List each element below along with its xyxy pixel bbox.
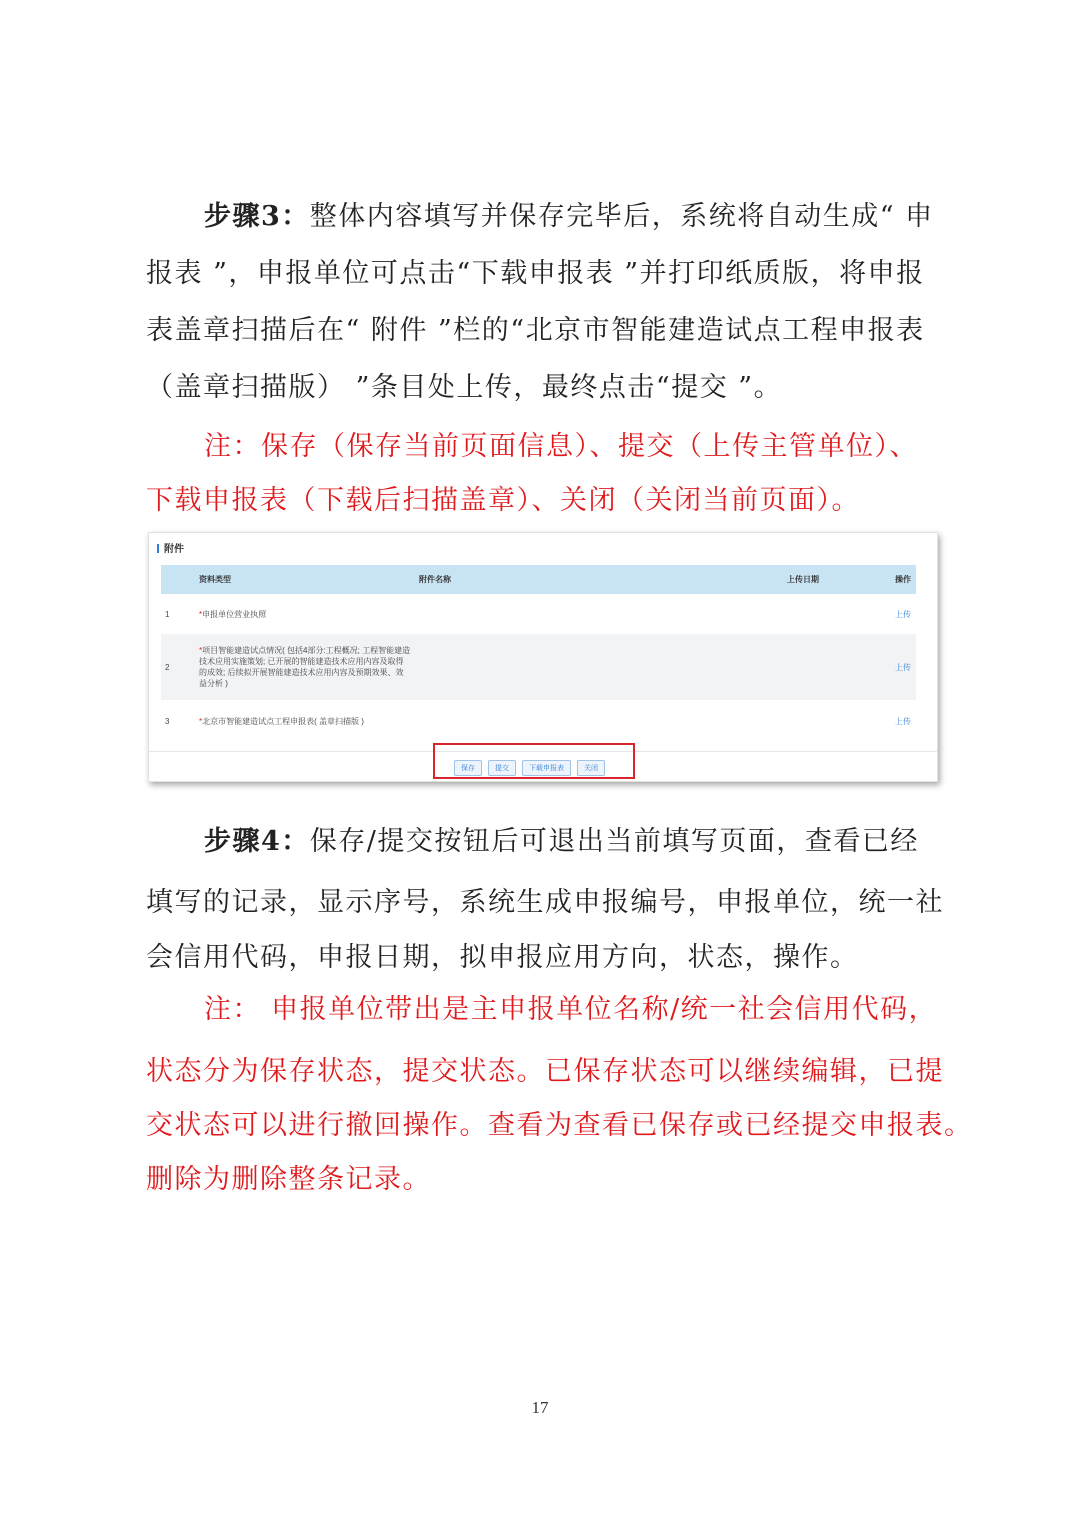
row-name	[415, 594, 783, 634]
step3-line-2: 报表 ”，申报单位可点击“下载申报表 ”并打印纸质版，将申报	[146, 258, 925, 289]
submit-button[interactable]: 提交	[488, 760, 516, 776]
table-row	[161, 700, 916, 742]
step4-line-3: 会信用代码，申报日期，拟申报应用方向，状态，操作。	[146, 942, 859, 973]
required-mark: *	[199, 646, 203, 655]
row-name	[415, 700, 783, 742]
step3-paragraph	[146, 188, 946, 416]
step3-line-1: 步骤3：整体内容填写并保存完毕后，系统将自动生成“ 申	[204, 201, 934, 232]
header-op: 操作	[891, 565, 916, 594]
note2-paragraph	[146, 983, 973, 1207]
step4-paragraph	[146, 814, 946, 985]
required-mark: *	[199, 609, 203, 619]
step4-label: 步骤4：	[204, 826, 310, 857]
required-mark: *	[199, 716, 203, 726]
save-button[interactable]: 保存	[454, 760, 482, 776]
note2-line-1: 注： 申报单位带出是主申报单位名称/统一社会信用代码，	[204, 994, 938, 1025]
table-header-row	[161, 565, 916, 594]
action-buttons	[454, 760, 605, 776]
attachment-table	[161, 565, 916, 742]
table-row	[161, 634, 916, 700]
upload-link[interactable]: 上传	[891, 634, 916, 700]
step3-line-4: （盖章扫描版） ”条目处上传，最终点击“提交 ”。	[146, 372, 783, 403]
row-type: *项目智能建造试点情况( 包括4部分:工程概况; 工程智能建造技术应用实施策划; 已开展的智能建造技术应用内容及取得的成效; 后续拟开展智能建造技术应用内容及预期效果、效益分析 )	[195, 634, 415, 700]
close-button[interactable]: 关闭	[577, 760, 605, 776]
step4-line-2: 填写的记录，显示序号，系统生成申报编号，申报单位，统一社	[146, 887, 944, 918]
note2-line-3: 交状态可以进行撤回操作。查看为查看已保存或已经提交申报表。	[146, 1110, 973, 1141]
row-no: 1	[165, 609, 170, 619]
row-type: *申报单位营业执照	[199, 609, 267, 619]
download-form-button[interactable]: 下载申报表	[522, 760, 571, 776]
row-no: 2	[161, 634, 195, 700]
upload-link[interactable]: 上传	[895, 716, 911, 726]
note2-line-2: 状态分为保存状态，提交状态。已保存状态可以继续编辑，已提	[146, 1056, 944, 1087]
step3-line-3: 表盖章扫描后在“ 附件 ”栏的“北京市智能建造试点工程申报表	[146, 315, 925, 346]
note1-line-2: 下载申报表（下载后扫描盖章）、关闭（关闭当前页面）。	[146, 485, 860, 516]
page-number: 17	[531, 1398, 549, 1417]
step4-line-1: 步骤4：保存/提交按钮后可退出当前填写页面，查看已经	[204, 826, 919, 857]
note1-paragraph	[146, 420, 946, 528]
note2-line-4: 删除为删除整条记录。	[146, 1164, 431, 1195]
attachment-panel-screenshot	[148, 532, 938, 782]
step3-label: 步骤3：	[204, 201, 310, 232]
header-name: 附件名称	[415, 565, 783, 594]
table-row	[161, 594, 916, 634]
note1-line-1: 注：保存（保存当前页面信息）、提交（上传主管单位）、	[204, 431, 918, 462]
section-title: 附件	[157, 540, 184, 555]
row-date	[783, 634, 891, 700]
header-type: 资料类型	[195, 565, 415, 594]
upload-link[interactable]: 上传	[895, 609, 911, 619]
header-no	[161, 565, 195, 594]
row-date	[783, 700, 891, 742]
row-name	[415, 634, 783, 700]
header-date: 上传日期	[783, 565, 891, 594]
row-no: 3	[165, 716, 170, 726]
row-type: *北京市智能建造试点工程申报表( 盖章扫描版 )	[199, 716, 364, 726]
row-date	[783, 594, 891, 634]
